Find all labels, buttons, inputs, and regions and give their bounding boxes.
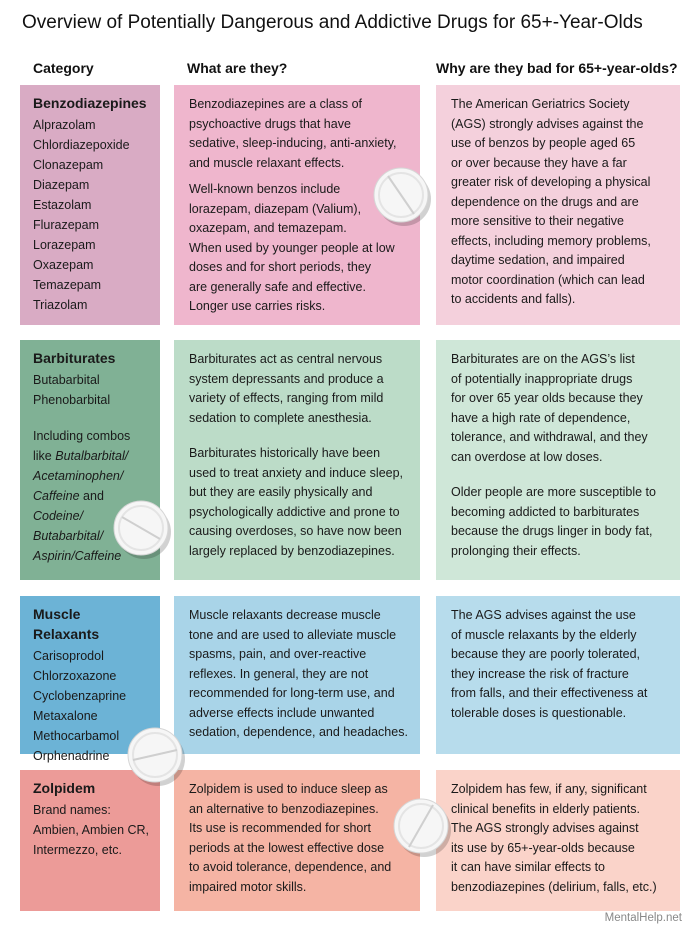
- why-zolpidem: [436, 770, 680, 911]
- drug-item: Chlorzoxazone: [33, 669, 117, 683]
- text-line: tolerable doses is questionable.: [451, 705, 627, 720]
- drug-item: Temazepam: [33, 278, 102, 292]
- text-line: to avoid tolerance, dependence, and: [189, 860, 392, 874]
- text-line: periods at the lowest effective dose: [189, 840, 385, 855]
- text-line: because the drugs linger in body fat,: [451, 524, 653, 538]
- text-line: largely replaced by benzodiazepines.: [189, 543, 395, 558]
- text-line: Well-known benzos include: [189, 182, 341, 196]
- text-line: oxazepam, and temazepam.: [189, 221, 347, 235]
- text-line: sedation, dependence, and headaches.: [189, 725, 408, 739]
- text-line: have a high rate of dependence,: [451, 410, 631, 425]
- combo-item: Acetaminophen/: [33, 469, 124, 483]
- text-line: from falls, and their effectiveness at: [451, 686, 648, 700]
- category-name: Barbiturates: [33, 350, 116, 366]
- text-line: motor coordination (which can lead: [451, 272, 645, 287]
- text-line: or over because they have a far: [451, 155, 627, 170]
- text-line: prolonging their effects.: [451, 543, 581, 558]
- text-line: for over 65 year olds because they: [451, 391, 643, 405]
- combo-item: Butalbarbital/: [55, 449, 129, 463]
- text-line: Longer use carries risks.: [189, 299, 326, 313]
- category-benzodiazepines: [20, 85, 160, 325]
- text-line: it can have similar effects to: [451, 860, 606, 874]
- drug-item: Clonazepam: [33, 158, 104, 172]
- drug-item: Triazolam: [33, 298, 88, 312]
- text-line: system depressants and produce a: [189, 371, 384, 386]
- text-line: recommended for long-term use, and: [189, 686, 395, 700]
- text-line: Barbiturates act as central nervous: [189, 352, 383, 366]
- text-line: Benzodiazepines are a class of: [189, 97, 363, 111]
- drug-item: Butabarbital: [33, 373, 100, 387]
- header-what: What are they?: [187, 60, 288, 76]
- text-line: tolerance, and withdrawal, and they: [451, 430, 648, 444]
- combo-item: Butabarbital/: [33, 529, 104, 543]
- text-line: adverse effects include unwanted: [189, 705, 375, 720]
- text-line: Barbiturates are on the AGS’s list: [451, 352, 635, 366]
- text-line: are generally safe and effective.: [189, 279, 366, 294]
- combo-and: and: [83, 489, 104, 503]
- text-line: dependence on the drugs and are: [451, 194, 639, 209]
- drug-item: Lorazepam: [33, 238, 96, 252]
- text-line: tone and are used to alleviate muscle: [189, 627, 397, 642]
- category-name: Muscle Relaxants: [33, 606, 100, 642]
- text-line: because they are poorly tolerated,: [451, 647, 641, 661]
- drug-item: Carisoprodol: [33, 649, 104, 663]
- what-barbiturates: [174, 340, 420, 580]
- text-line: lorazepam, diazepam (Valium),: [189, 201, 362, 216]
- text-line: Zolpidem is used to induce sleep as: [189, 782, 388, 796]
- text-line: variety of effects, ranging from mild: [189, 391, 384, 405]
- combo-like: like: [33, 449, 52, 463]
- text-line: can overdose at low doses.: [451, 449, 603, 464]
- text-line: they increase the risk of fracture: [451, 666, 629, 681]
- text-line: greater risk of developing a physical: [451, 175, 651, 189]
- text-line: of potentially inappropriate drugs: [451, 371, 633, 386]
- text-line: daytime sedation, and impaired: [451, 253, 625, 267]
- drug-item: Cyclobenzaprine: [33, 689, 127, 703]
- drug-item: Flurazepam: [33, 218, 99, 232]
- text-line: but they are easily physically and: [189, 485, 373, 499]
- text-line: to accidents and falls).: [451, 292, 576, 306]
- text-line: psychoactive drugs that have: [189, 116, 351, 131]
- text-line: an alternative to benzodiazepines.: [189, 801, 379, 816]
- combo-item: Caffeine: [33, 489, 80, 503]
- text-line: spasms, pain, and over-reactive: [189, 647, 367, 661]
- text-line: clinical benefits in elderly patients.: [451, 801, 640, 816]
- why-benzodiazepines: [436, 85, 680, 325]
- text-line: and muscle relaxant effects.: [189, 155, 345, 170]
- text-line: used to treat anxiety and induce sleep,: [189, 465, 404, 480]
- combo-item: Aspirin/Caffeine: [33, 549, 122, 563]
- text-line: of muscle relaxants by the elderly: [451, 627, 637, 642]
- text-line: The American Geriatrics Society: [451, 97, 630, 111]
- text-line: doses and for short periods, they: [189, 260, 372, 274]
- what-muscle-relaxants: [174, 596, 420, 754]
- pill-icon: [123, 722, 189, 788]
- category-zolpidem: [20, 770, 160, 911]
- text-line: Muscle relaxants decrease muscle: [189, 608, 381, 622]
- text-line: psychologically addictive and prone to: [189, 504, 400, 519]
- text-line: use of benzos by people aged 65: [451, 136, 636, 150]
- text-line: The AGS strongly advises against: [451, 821, 639, 835]
- drug-item: Estazolam: [33, 198, 92, 212]
- drug-item: Chlordiazepoxide: [33, 138, 130, 152]
- why-muscle-relaxants: [436, 596, 680, 754]
- text-line: Its use is recommended for short: [189, 821, 372, 835]
- pill-icon: [109, 495, 175, 561]
- category-name: Zolpidem: [33, 780, 96, 796]
- drug-item: Alprazolam: [33, 118, 96, 132]
- combo-item: Codeine/: [33, 509, 84, 523]
- text-line: Older people are more susceptible to: [451, 485, 656, 499]
- text-line: Zolpidem has few, if any, significant: [451, 782, 647, 796]
- text-line: sedative, sleep-inducing, anti-anxiety,: [189, 136, 397, 150]
- text-line: (AGS) strongly advises against the: [451, 116, 644, 131]
- drug-item: Diazepam: [33, 178, 90, 192]
- drug-item: Methocarbamol: [33, 729, 120, 743]
- drug-item: Oxazepam: [33, 258, 94, 272]
- header-category: Category: [33, 60, 94, 76]
- combo-intro: Including combos: [33, 429, 131, 443]
- text-line: reflexes. In general, they are not: [189, 666, 369, 681]
- text-line: Barbiturates historically have been: [189, 446, 381, 460]
- drug-item: Brand names:: [33, 803, 111, 817]
- what-zolpidem: [174, 770, 420, 911]
- text-line: effects, including memory problems,: [451, 233, 651, 248]
- text-line: benzodiazepines (delirium, falls, etc.): [451, 879, 657, 894]
- page-title: Overview of Potentially Dangerous and Addictive Drugs for 65+-Year-Olds: [22, 12, 643, 33]
- drug-item: Phenobarbital: [33, 393, 111, 407]
- text-line: its use by 65+-year-olds because: [451, 840, 635, 855]
- drug-list: [33, 115, 150, 315]
- category-name: Benzodiazepines: [33, 95, 147, 111]
- drug-item: Orphenadrine: [33, 749, 110, 763]
- text-line: more sensitive to their negative: [451, 214, 625, 228]
- pill-icon: [369, 162, 435, 228]
- drug-item: Ambien, Ambien CR,: [33, 823, 150, 837]
- text-line: sedation to complete anesthesia.: [189, 410, 372, 425]
- header-why: Why are they bad for 65+-year-olds?: [436, 60, 678, 76]
- text-line: The AGS advises against the use: [451, 608, 636, 622]
- text-line: impaired motor skills.: [189, 879, 307, 894]
- pill-icon: [389, 793, 455, 859]
- drug-item: Intermezzo, etc.: [33, 843, 122, 857]
- text-line: causing overdoses, so have now been: [189, 524, 402, 538]
- drug-item: Metaxalone: [33, 709, 98, 723]
- footer-credit: MentalHelp.net: [604, 912, 682, 924]
- text-line: becoming addicted to barbiturates: [451, 504, 640, 519]
- text-line: When used by younger people at low: [189, 240, 395, 255]
- why-barbiturates: [436, 340, 680, 580]
